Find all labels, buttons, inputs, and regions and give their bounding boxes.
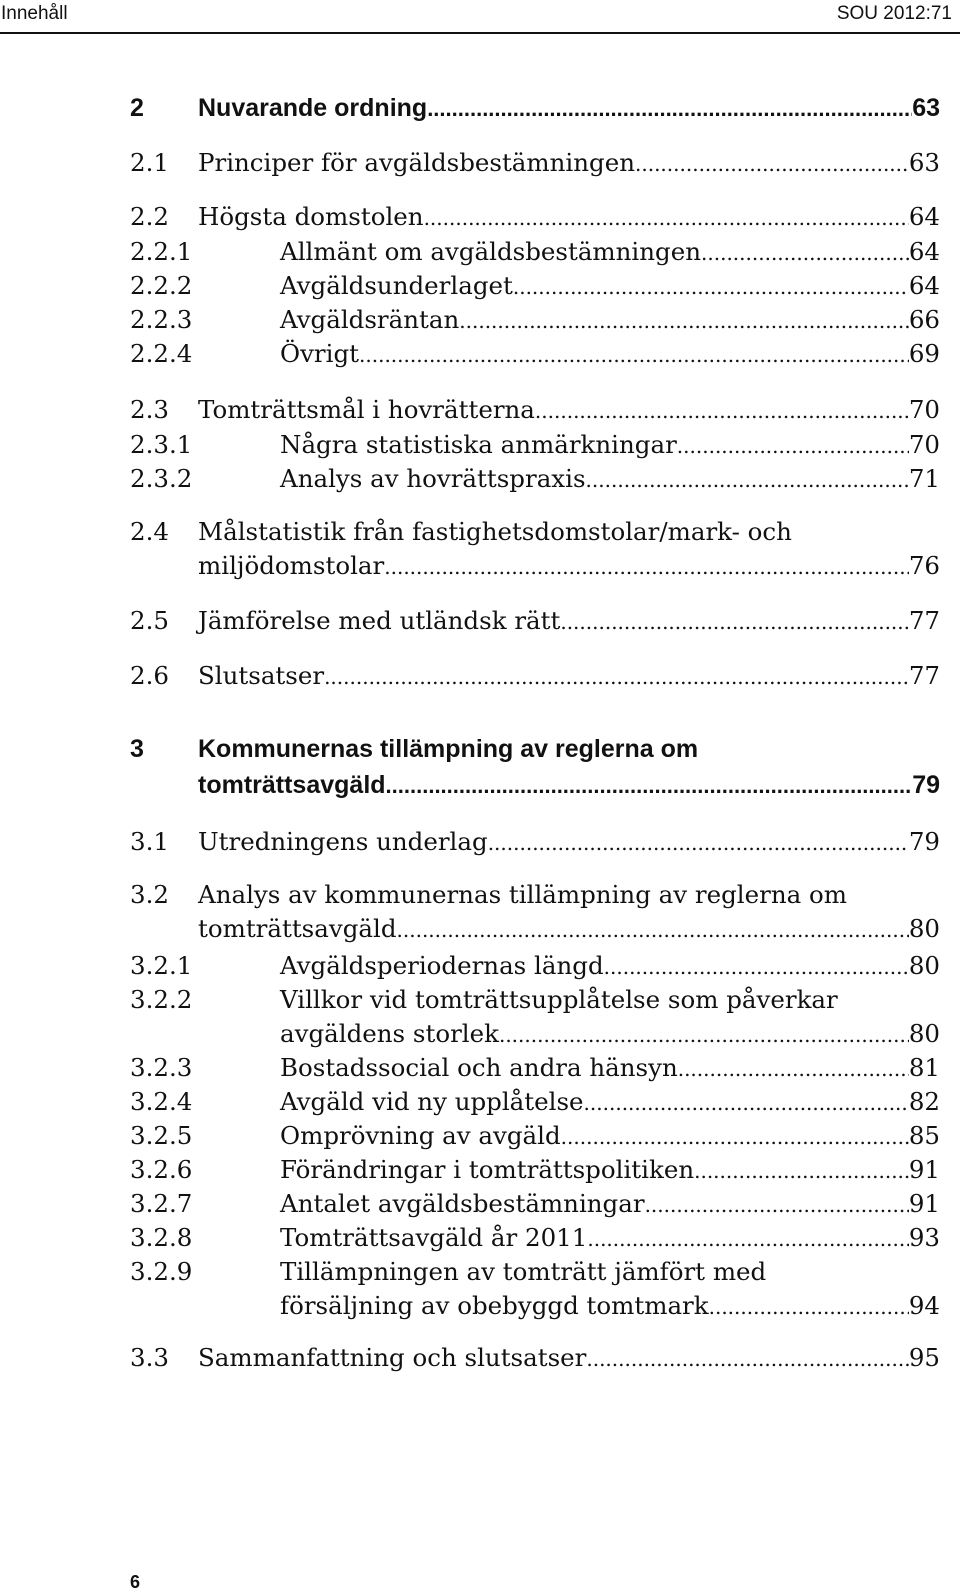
toc-entry-number: 3.2	[130, 880, 169, 909]
toc-entry-number: 3.2.2	[130, 985, 193, 1014]
dot-leader	[459, 304, 909, 338]
dot-leader	[386, 768, 913, 804]
dot-leader	[424, 201, 909, 235]
toc-entry-number: 2.3.2	[130, 464, 193, 493]
toc-entry-title: Analys av hovrättspraxis	[280, 464, 586, 493]
toc-entry-number: 2.2.2	[130, 271, 193, 300]
toc-entry-title: Målstatistik från fastighetsdomstolar/mark- och	[198, 517, 792, 546]
dot-leader	[586, 1342, 908, 1376]
toc-entry-number: 3.2.4	[130, 1087, 193, 1116]
toc-entry-number: 3.2.8	[130, 1223, 193, 1252]
toc-entry-number: 3.2.9	[130, 1257, 193, 1286]
toc-entry-title: Tomträttsavgäld år 2011	[280, 1223, 588, 1252]
toc-entry-page: 94	[908, 1291, 940, 1320]
toc-entry-title: Analys av kommunernas tillämpning av reglerna om	[198, 880, 847, 909]
toc-entry-number: 3.2.6	[130, 1155, 193, 1184]
toc-entry-title: tomträttsavgäld	[198, 771, 386, 799]
toc-entry-title: Avgäldsräntan	[280, 305, 460, 334]
toc-entry-title: försäljning av obebyggd tomtmark	[280, 1291, 709, 1320]
running-header-section: Innehåll	[1, 3, 68, 24]
toc-entry-title: Villkor vid tomträttsupplåtelse som påverkar	[280, 985, 838, 1014]
dot-leader	[645, 1188, 909, 1222]
toc-entry-title: Utredningens underlag	[198, 827, 488, 856]
toc-entry-page: 91	[908, 1155, 940, 1184]
toc-entry-number: 2.2	[130, 202, 169, 231]
toc-entry-page: 79	[912, 771, 940, 799]
dot-leader	[701, 236, 909, 270]
toc-entry-page: 66	[908, 305, 940, 334]
toc-entry-number: 2.6	[130, 661, 169, 690]
toc-entry-title: Förändringar i tomträttspolitiken	[280, 1155, 695, 1184]
toc-entry-page: 85	[908, 1121, 940, 1150]
toc-entry-title: tomträttsavgäld	[198, 914, 397, 943]
dot-leader	[709, 1290, 909, 1324]
toc-entry-title: Några statistiska anmärkningar	[280, 430, 677, 459]
toc-entry-number: 2.3.1	[130, 430, 193, 459]
toc-entry-title: Avgäldsunderlaget	[280, 271, 513, 300]
toc-entry-page: 71	[908, 464, 940, 493]
dot-leader	[584, 1086, 909, 1120]
toc-entry-page: 63	[912, 94, 940, 122]
toc-entry-page: 70	[908, 430, 940, 459]
toc-entry-number: 2.4	[130, 517, 169, 546]
toc-entry-number: 2.3	[130, 395, 169, 424]
toc-entry-title: Avgäldsperiodernas längd	[280, 951, 604, 980]
toc-entry-page: 70	[908, 395, 940, 424]
dot-leader	[586, 463, 909, 497]
toc-entry-page: 69	[908, 339, 940, 368]
dot-leader	[635, 147, 909, 181]
dot-leader	[499, 1018, 909, 1052]
dot-leader	[397, 913, 909, 947]
toc-entry-title: Jämförelse med utländsk rätt	[198, 606, 561, 635]
dot-leader	[678, 1052, 909, 1086]
toc-entry-page: 80	[908, 1019, 940, 1048]
toc-entry-title: Omprövning av avgäld	[280, 1121, 561, 1150]
dot-leader	[694, 1154, 909, 1188]
toc-entry-number: 2.2.3	[130, 305, 193, 334]
toc-entry-page: 77	[908, 606, 940, 635]
toc-entry-title: Kommunernas tillämpning av reglerna om	[198, 735, 699, 763]
toc-entry-title: Allmänt om avgäldsbestämningen	[280, 237, 702, 266]
toc-entry-number: 3.2.5	[130, 1121, 193, 1150]
dot-leader	[427, 91, 912, 127]
toc-entry-number: 2.2.4	[130, 339, 193, 368]
toc-entry-title: Högsta domstolen	[198, 202, 424, 231]
toc-entry-title: Tomträttsmål i hovrätterna	[198, 395, 535, 424]
toc-entry-page: 64	[908, 202, 940, 231]
dot-leader	[535, 394, 909, 428]
toc-entry-title: Tillämpningen av tomträtt jämfört med	[280, 1257, 767, 1286]
dot-leader	[513, 270, 909, 304]
toc-entry-title: Antalet avgäldsbestämningar	[280, 1189, 645, 1218]
toc-entry-page: 79	[908, 827, 940, 856]
toc-entry-page: 81	[908, 1053, 940, 1082]
toc-entry-page: 80	[908, 951, 940, 980]
dot-leader	[561, 1120, 909, 1154]
toc-entry-title: Nuvarande ordning	[198, 94, 428, 122]
toc-entry-number: 2.1	[130, 148, 169, 177]
toc-entry-page: 64	[908, 237, 940, 266]
toc-entry-number: 3.2.7	[130, 1189, 193, 1218]
toc-entry-page: 63	[908, 148, 940, 177]
toc-entry-page: 95	[908, 1343, 940, 1372]
toc-entry-page: 76	[908, 551, 940, 580]
dot-leader	[587, 1222, 908, 1256]
toc-entry-number: 3.1	[130, 827, 169, 856]
toc-entry-number: 3.2.3	[130, 1053, 193, 1082]
toc-entry-title: miljödomstolar	[198, 551, 385, 580]
toc-entry-number: 3.3	[130, 1343, 169, 1372]
dot-leader	[488, 826, 909, 860]
toc-entry-page: 82	[908, 1087, 940, 1116]
toc-entry-title: Principer för avgäldsbestämningen	[198, 148, 635, 177]
running-header-report-id: SOU 2012:71	[836, 3, 952, 24]
page-number: 6	[130, 1572, 141, 1592]
toc-entry-number: 2.5	[130, 606, 169, 635]
toc-entry-page: 64	[908, 271, 940, 300]
toc-entry-page: 80	[908, 914, 940, 943]
toc-entry-title: Avgäld vid ny upplåtelse	[280, 1087, 584, 1116]
toc-entry-title: avgäldens storlek	[280, 1019, 499, 1048]
toc-entry-title: Sammanfattning och slutsatser	[198, 1343, 587, 1372]
toc-entry-number: 2.2.1	[130, 237, 193, 266]
dot-leader	[560, 605, 908, 639]
toc-entry-title: Slutsatser	[198, 661, 325, 690]
dot-leader	[359, 338, 909, 372]
dot-leader	[384, 550, 909, 584]
dot-leader	[677, 429, 909, 463]
toc-entry-title: Övrigt	[280, 339, 360, 368]
toc-entry-number: 3.2.1	[130, 951, 193, 980]
toc-entry-number: 2	[130, 94, 144, 122]
toc-entry-title: Bostadssocial och andra hänsyn	[280, 1053, 678, 1082]
toc-entry-number: 3	[130, 735, 144, 763]
toc-entry-page: 91	[908, 1189, 940, 1218]
toc-entry-page: 77	[908, 661, 940, 690]
dot-leader	[324, 660, 909, 694]
toc-entry-page: 93	[908, 1223, 940, 1252]
dot-leader	[604, 950, 909, 984]
